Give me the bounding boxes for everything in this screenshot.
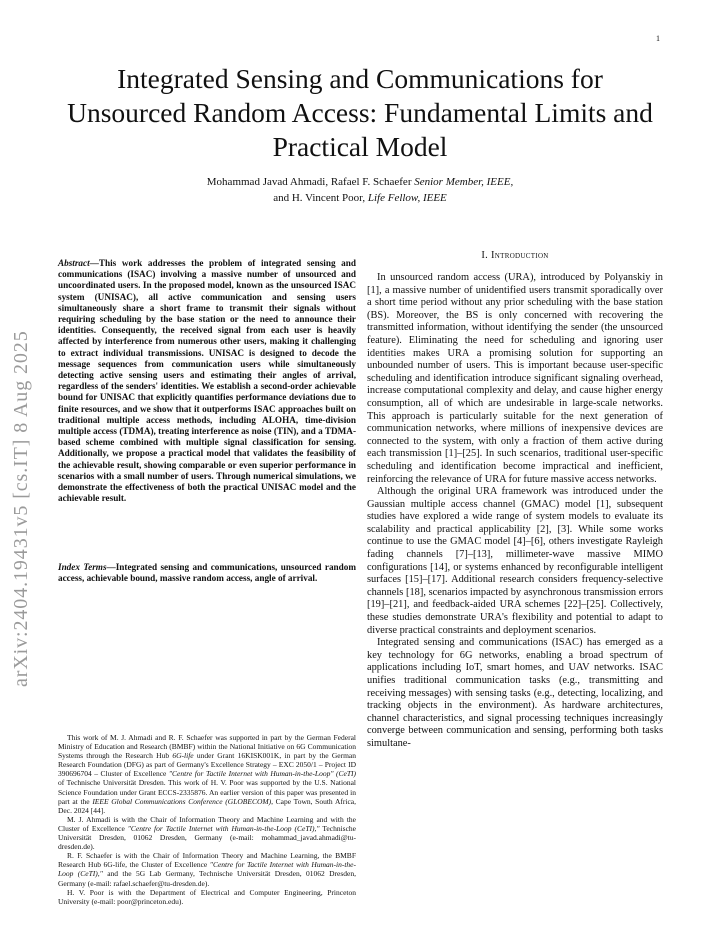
footnote-text: Technische Universität Dresden, 01062 Dresden, Germany (e-mail: mohammad_javad.ahmadi@tu-dresden.de). — [58, 823, 356, 852]
footnote-text: , Cape Town, South Africa, Dec. 2024 [44]. — [58, 796, 356, 815]
author-role-1: Senior Member, IEEE, — [414, 176, 514, 188]
footnote-italic: IEEE Global Communications Conference (GLOBECOM) — [92, 796, 272, 806]
abstract-label: Abstract — [58, 258, 90, 268]
footnote-text: and the 5G Lab Germany, Technische Universität Dresden, 01062 Dresden, Germany (e-mail: rafael.schaefer@tu-dresden.de). — [58, 869, 356, 888]
footnote-text: This work of M. J. Ahmadi and R. F. Schaefer was supported in part by the German Federal Ministry of Education and Research (BMBF) within the National Initiative on 6G Communication Systems through the Research Hub — [58, 733, 356, 761]
footnotes — [58, 733, 356, 906]
author-line-1 — [60, 174, 660, 190]
intro-paragraph-3: Integrated sensing and communications (ISAC) has emerged as a key technology for 6G networks, enabling a broad spectrum of applications including IoT, smart homes, and UAV networks. ISAC unifies traditional communication tasks (e.g., transmitting and receiving messages) with sensing tasks (e.g., detecting, localizing, and tracking objects in the environment). As hardware architectures, channel characteristics, and signal processing techniques increasingly converge between communication and sensing, performing both tasks simultane- — [367, 637, 663, 749]
author-block — [60, 174, 660, 206]
index-terms-label: Index Terms — [58, 562, 107, 572]
author-names-1: Mohammad Javad Ahmadi, Rafael F. Schaefer — [206, 176, 412, 188]
author-names-2: and H. Vincent Poor, — [273, 192, 366, 204]
index-terms — [58, 562, 356, 584]
footnote-text: M. J. Ahmadi is with the Chair of Information Theory and Machine Learning and with the Cluster of Excellence — [58, 814, 356, 833]
footnote-italic: 6G-life — [172, 751, 194, 761]
footnote-poor: H. V. Poor is with the Department of Electrical and Computer Engineering, Princeton University (e-mail: poor@princeton.edu). — [58, 887, 356, 906]
page-number: 1 — [656, 34, 660, 43]
author-line-2 — [60, 190, 660, 206]
arxiv-stamp: arXiv:2404.19431v5 [cs.IT] 8 Aug 2025 — [10, 330, 32, 687]
section-number: I. — [481, 250, 489, 261]
footnote-italic: "Centre for Tactile Internet with Human-in-the-Loop" (CeTI) — [168, 769, 356, 779]
footnote-text: R. F. Schaefer is with the Chair of Information Theory and Machine Learning, the BMBF Research Hub 6G-life, the Cluster of Excellence — [58, 851, 356, 870]
footnote-schaefer — [58, 851, 356, 887]
footnote-ahmadi — [58, 815, 356, 851]
abstract — [58, 258, 356, 504]
intro-paragraph-1: In unsourced random access (URA), introduced by Polyanskiy in [1], a massive number of unidentified users transmit sporadically over a short time period without any prior scheduling with the base station (BS). Moreover, the BS is only concerned with recovering the transmitted information, without identifying the sender (the unsourced feature). Eliminating the need for scheduling and ignoring user identities makes URA a promising solution for supporting an unbounded number of users. This is important because user-specific scheduling and identification introduce significant signaling overhead, increase computational complexity and delay, and cause higher energy consumption, all of which are undesirable in large-scale networks. This approach is particularly suitable for the next generation of communication networks, where millions of inexpensive devices are connected to the system, with only a fraction of them active during each transmission [1]–[25]. In such scenarios, traditional user-specific scheduling and identification become impractical and inefficient, reinforcing the relevance of URA for future massive access networks. — [367, 272, 663, 485]
introduction-body — [367, 272, 663, 751]
abstract-text: —This work addresses the problem of integrated sensing and communications (ISAC) involving a massive number of unsourced and uncoordinated users. In the proposed model, known as the unsourced ISAC system (UNISAC), all active communication and sensing users simultaneously share a short frame to transmit their signals without requiring scheduling by the base station or the need to announce their identities. Consequently, the received signal from each user is heavily affected by interference from numerous other users, making it challenging to extract individual transmissions. UNISAC is designed to decode the message sequences from communication users while simultaneously detecting active sensing users and estimating their angles of arrival, regardless of the senders' identities. We establish a second-order achievable bound for UNISAC that explicitly quantifies performance deviations due to finite resources, and we show that it outperforms ISAC approaches built on traditional multiple access methods, including ALOHA, time-division multiple access (TDMA), treating interference as noise (TIN), and a TDMA-based scheme combined with multiple signal classification for sensing. Additionally, we propose a practical model that validates the feasibility of the achievable result, showing comparable or even superior performance in scenarios with a small number of users. Through numerical simulations, we demonstrate the effectiveness of both the practical UNISAC model and the achievable result. — [58, 258, 356, 504]
footnote-italic: "Centre for Tactile Internet with Human-in-the-Loop (CeTI)," — [127, 823, 320, 833]
paper-title: Integrated Sensing and Communications for Unsourced Random Access: Fundamental Limits and Practical Model — [67, 63, 653, 162]
footnote-funding — [58, 733, 356, 815]
footnote-text: of Technische Universität Dresden. This work of H. V. Poor was supported by the U.S. National Science Foundation under Grant ECCS-2335876. An earlier version of this paper was presented in part at the — [58, 778, 356, 806]
section-title: Introduction — [491, 250, 549, 261]
author-role-2: Life Fellow, IEEE — [367, 192, 447, 204]
intro-paragraph-2: Although the original URA framework was introduced under the Gaussian multiple access channel (GMAC) model [1], subsequent studies have explored a wide range of system models to evaluate its scalability and practical applicability [2], [3]. While some works continue to use the GMAC model [4]–[6], others investigate Rayleigh fading channels [7]–[13], millimeter-wave massive MIMO configurations [14], or systems enhanced by reconfigurable intelligent surfaces [15]–[17]. Additional research considers frequency-selective channels [18], scenarios impacted by asynchronous transmission errors [19]–[21], and feedback-aided URA schemes [22]–[25]. Collectively, these studies demonstrate URA's flexibility and potential to adapt to diverse practical constraints and deployment scenarios. — [367, 486, 663, 636]
footnote-text: under Grant 16KISK001K, in part by the German Research Foundation (DFG) as part of Germany's Excellence Strategy – EXC 2050/1 – Project ID 390696704 – Cluster of Excellence — [58, 751, 356, 779]
section-heading — [367, 250, 663, 261]
footnote-italic: "Centre for Tactile Internet with Human-in-the-Loop (CeTI)," — [58, 860, 356, 879]
index-terms-text: —Integrated sensing and communications, unsourced random access, achievable bound, massive random access, angle of arrival. — [58, 562, 357, 584]
